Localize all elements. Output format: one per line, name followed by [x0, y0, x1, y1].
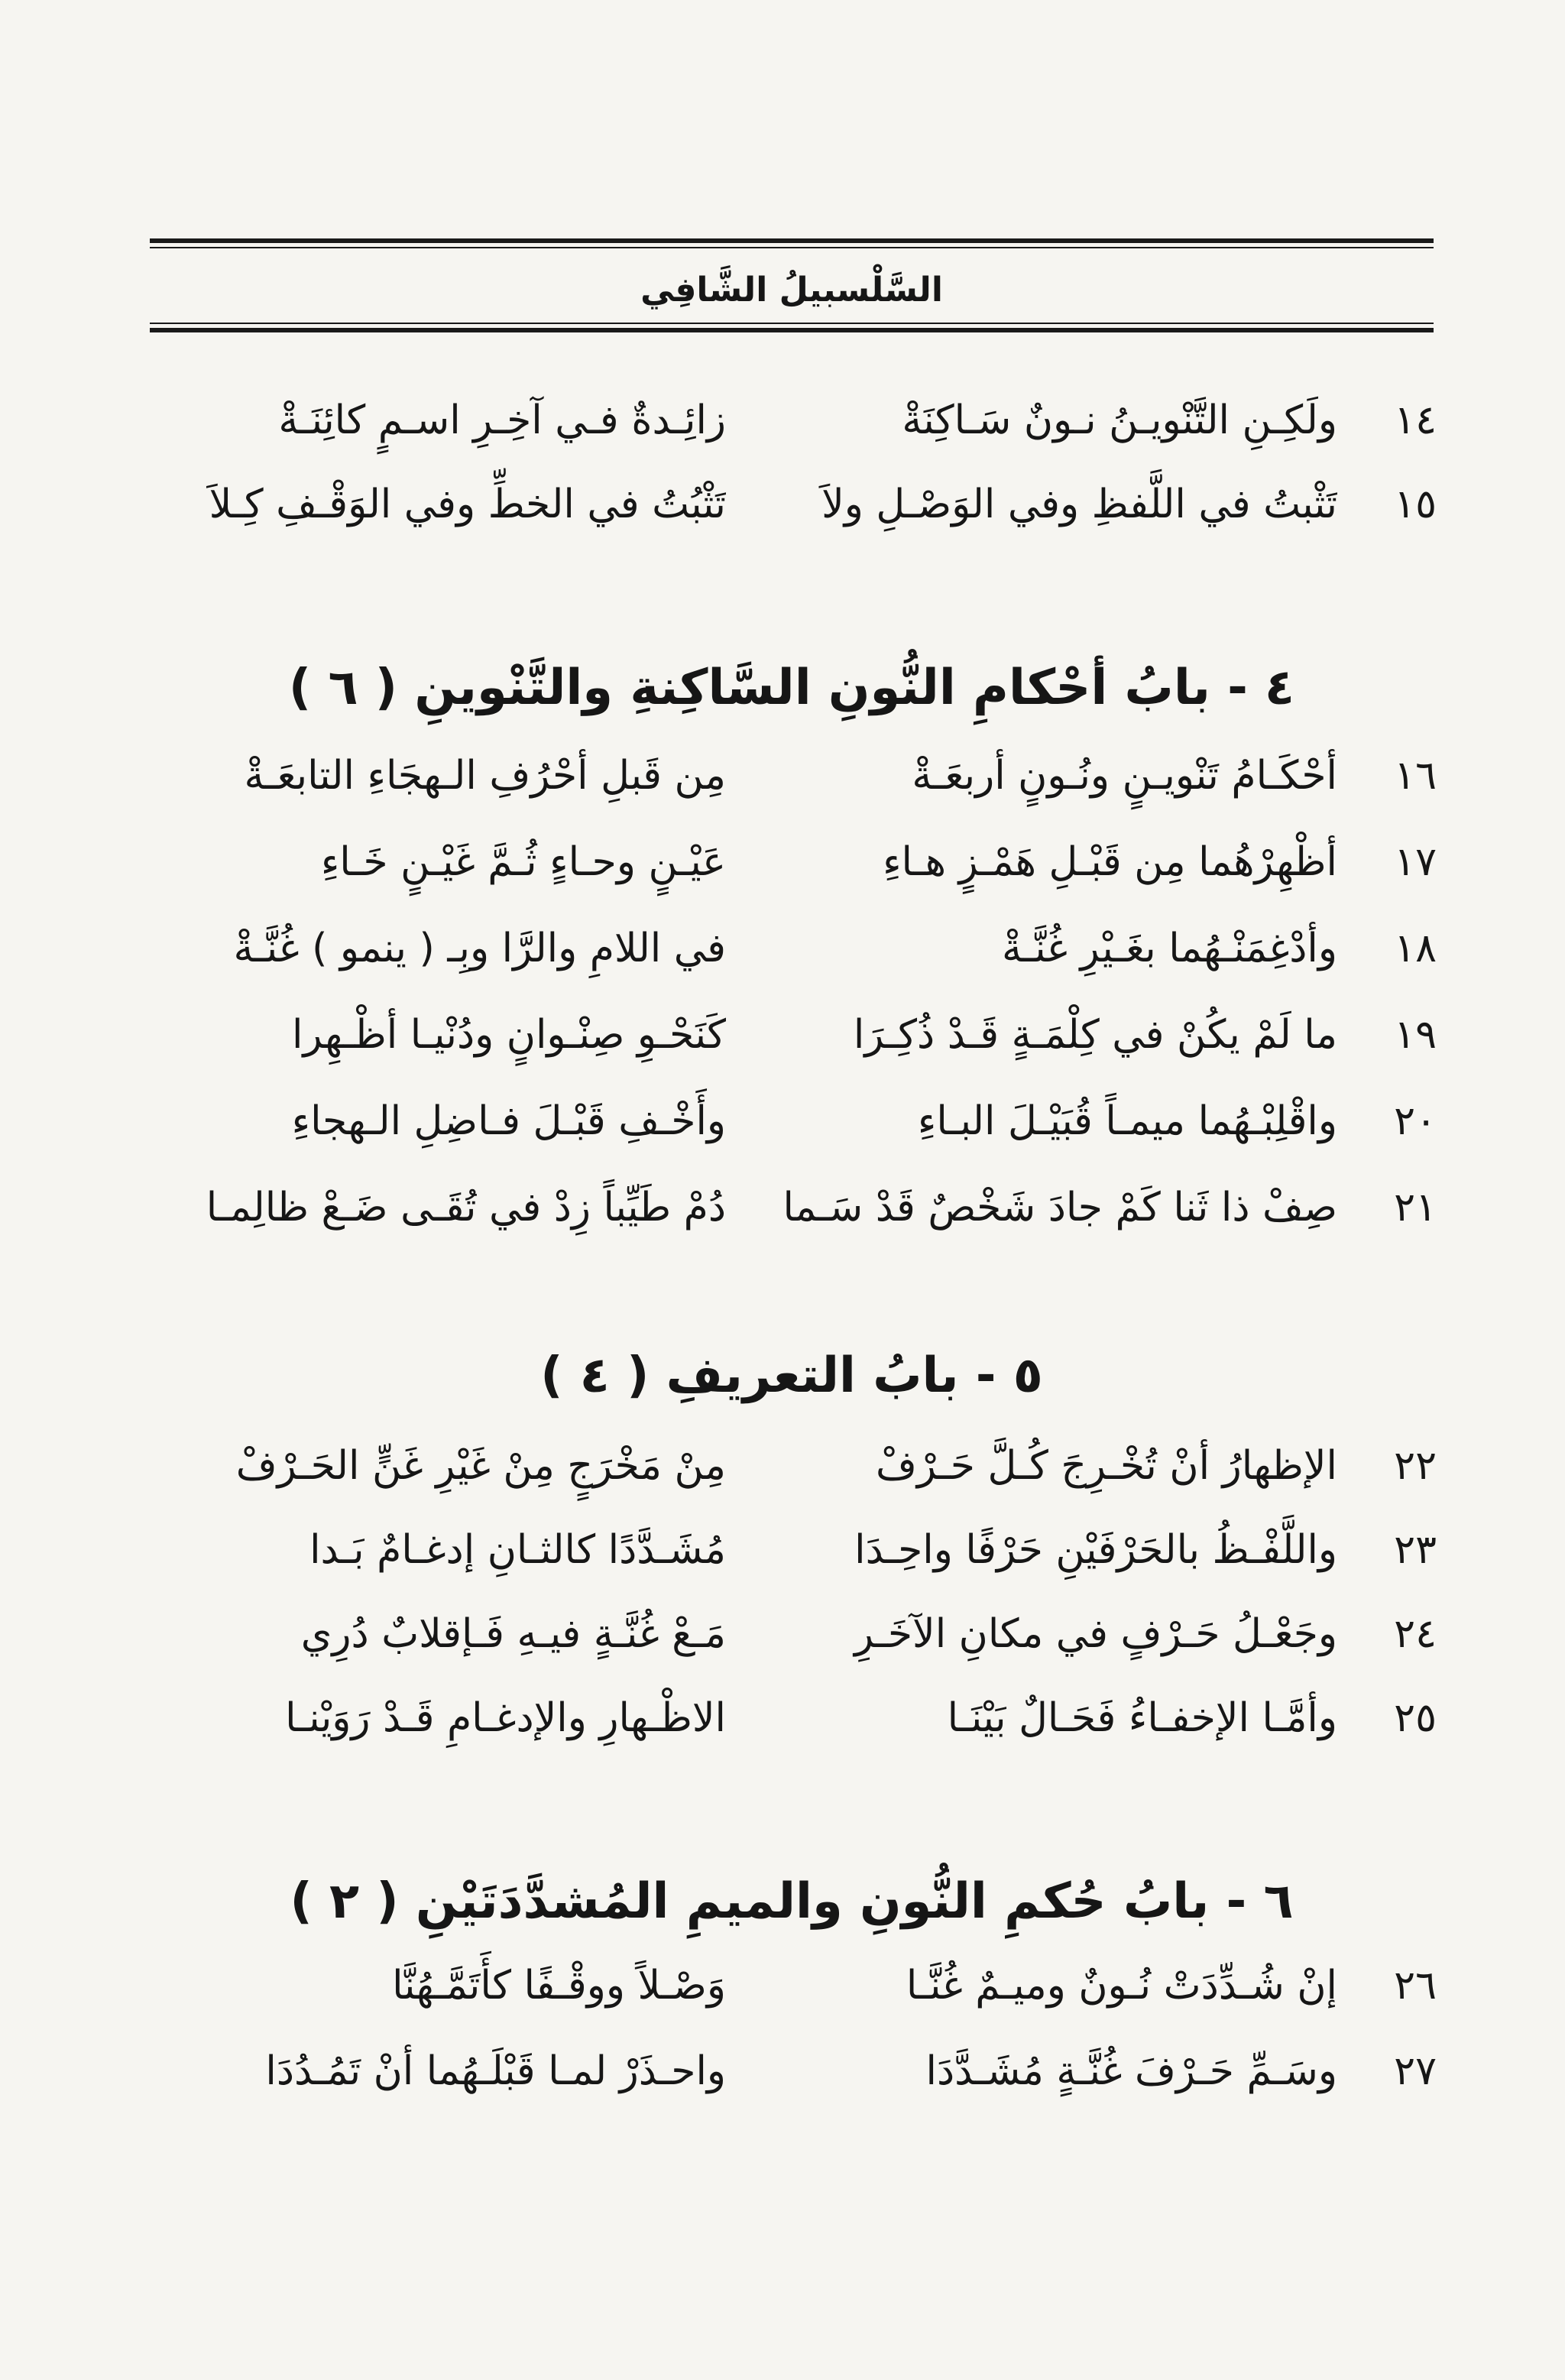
verse-first-hemistich: تَثْبتُ في اللَّفظِ وفي الوَصْـلِ ولاَ: [821, 482, 1337, 527]
verse-number: ٢٧: [1394, 2048, 1437, 2094]
verse-26: [138, 1947, 1437, 2024]
verse-second-hemistich: وأَخْـفِ قَبْـلَ فـاضِلِ الـهجاءِ: [291, 1098, 726, 1144]
verse-number: ١٦: [1394, 753, 1437, 799]
verse-second-hemistich: في اللامِ والرَّا وبِـ ( ينمو ) غُنَّـةْ: [233, 926, 726, 971]
chapter-4-heading: ٤ - بابُ أحْكامِ النُّونِ السَّاكِنةِ والتَّنْوينِ ( ٦ ): [288, 660, 1295, 716]
verse-21: [138, 1169, 1437, 1246]
running-title: السَّلْسبيلُ الشَّافِي: [640, 271, 943, 310]
verse-number: ٢٦: [1394, 1963, 1437, 2009]
verse-20: [138, 1083, 1437, 1159]
verse-first-hemistich: وجَعْـلُ حَـرْفٍ في مكانِ الآخَـرِ: [854, 1611, 1337, 1657]
verse-number: ٢١: [1394, 1185, 1437, 1231]
verse-number: ١٩: [1394, 1012, 1437, 1058]
verse-16: [138, 738, 1437, 814]
verse-first-hemistich: وأمَّـا الإخفـاءُ فَحَـالٌ بَيْنَـا: [947, 1695, 1337, 1741]
verse-14: [138, 382, 1437, 459]
verse-second-hemistich: مِنْ مَخْرَجٍ مِنْ غَيْرِ غَنٍّ الحَـرْفْ: [235, 1443, 726, 1489]
verse-first-hemistich: وسَـمِّ حَـرْفَ غُنَّـةٍ مُشَـدَّدَا: [925, 2048, 1337, 2094]
verse-first-hemistich: صِفْ ذا ثَنا كَمْ جادَ شَخْصٌ قَدْ سَـما: [782, 1185, 1337, 1231]
chapter-6-heading: ٦ - بابُ حُكمِ النُّونِ والميمِ المُشدَّدَتَيْنِ ( ٢ ): [290, 1873, 1294, 1930]
verse-second-hemistich: الاظْـهارِ والإدغـامِ قَـدْ رَوَيْنـا: [285, 1695, 726, 1741]
verse-second-hemistich: تَثْبُتُ في الخطِّ وفي الوَقْـفِ كِـلاَ: [209, 482, 726, 527]
verse-number: ١٥: [1394, 482, 1437, 527]
verse-second-hemistich: زائِـدةٌ فـي آخِـرِ اسـمٍ كائِنَـةْ: [278, 397, 726, 443]
verse-first-hemistich: ما لَمْ يكُنْ في كِلْمَـةٍ قَـدْ ذُكِـرَا: [853, 1012, 1337, 1058]
verse-17: [138, 824, 1437, 900]
verse-first-hemistich: الإظهارُ أنْ تُخْـرِجَ كُـلَّ حَـرْفْ: [875, 1443, 1337, 1489]
verse-18: [138, 910, 1437, 987]
header-rule-top-thin: [150, 247, 1434, 248]
verse-19: [138, 997, 1437, 1073]
header-rule-top-thick: [150, 238, 1434, 243]
verse-first-hemistich: ولَكِـنِ التَّنْويـنُ نـونٌ سَـاكِنَةْ: [902, 397, 1337, 443]
verse-25: [138, 1680, 1437, 1756]
header-rule-bottom-thin: [150, 323, 1434, 324]
verse-first-hemistich: وأدْغِمَنْـهُما بغَـيْرِ غُنَّـةْ: [1001, 926, 1337, 971]
verse-number: ٢٣: [1394, 1527, 1437, 1573]
verse-first-hemistich: أظْهِرْهُما مِن قَبْـلِ هَمْـزٍ هـاءِ: [883, 839, 1337, 885]
verse-number: ٢٢: [1394, 1443, 1437, 1489]
verse-second-hemistich: مُشَـدَّدًا كالثـانِ إدغـامٌ بَـدا: [309, 1527, 726, 1573]
header-rule-bottom-thick: [150, 328, 1434, 332]
verse-second-hemistich: دُمْ طَيِّباً زِدْ في تُقَـى ضَـعْ ظالِمـا: [206, 1185, 726, 1231]
verse-second-hemistich: كَنَحْـوِ صِنْـوانٍ ودُنْيـا أظْـهِرا: [292, 1012, 726, 1058]
verse-first-hemistich: واقْلِبْـهُما ميمـاً قُبَيْـلَ البـاءِ: [917, 1098, 1337, 1144]
verse-number: ١٤: [1394, 397, 1437, 443]
verse-number: ١٧: [1394, 839, 1437, 885]
verse-27: [138, 2033, 1437, 2109]
chapter-5-heading: ٥ - بابُ التعريفِ ( ٤ ): [540, 1347, 1043, 1404]
verse-second-hemistich: عَيْـنٍ وحـاءٍ ثُـمَّ غَيْـنٍ خَـاءِ: [320, 839, 726, 885]
verse-number: ١٨: [1394, 926, 1437, 971]
verse-first-hemistich: أحْكَـامُ تَنْويـنٍ ونُـونٍ أربعَـةْ: [912, 753, 1337, 799]
verse-22: [138, 1428, 1437, 1504]
verse-24: [138, 1596, 1437, 1672]
verse-second-hemistich: وَصْـلاً ووقْـفًا كأَتَمَّـهُنَّا: [392, 1963, 726, 2009]
verse-number: ٢٠: [1394, 1098, 1437, 1144]
verse-23: [138, 1512, 1437, 1588]
verse-15: [138, 466, 1437, 543]
verse-second-hemistich: واحـذَرْ لمـا قَبْلَـهُما أنْ تَمُـدُدَا: [265, 2048, 726, 2094]
verse-first-hemistich: واللَّفْـظُ بالحَرْفَيْنِ حَرْفًا واحِـدَا: [854, 1527, 1337, 1573]
verse-number: ٢٥: [1394, 1695, 1437, 1741]
verse-first-hemistich: إنْ شُـدِّدَتْ نُـونٌ وميـمٌ غُنَّـا: [906, 1963, 1337, 2009]
verse-second-hemistich: مَـعْ غُنَّـةٍ فيـهِ فَـإقلابٌ دُرِي: [300, 1611, 726, 1657]
verse-number: ٢٤: [1394, 1611, 1437, 1657]
verse-second-hemistich: مِن قَبلِ أحْرُفِ الـهجَاءِ التابعَـةْ: [244, 753, 726, 799]
